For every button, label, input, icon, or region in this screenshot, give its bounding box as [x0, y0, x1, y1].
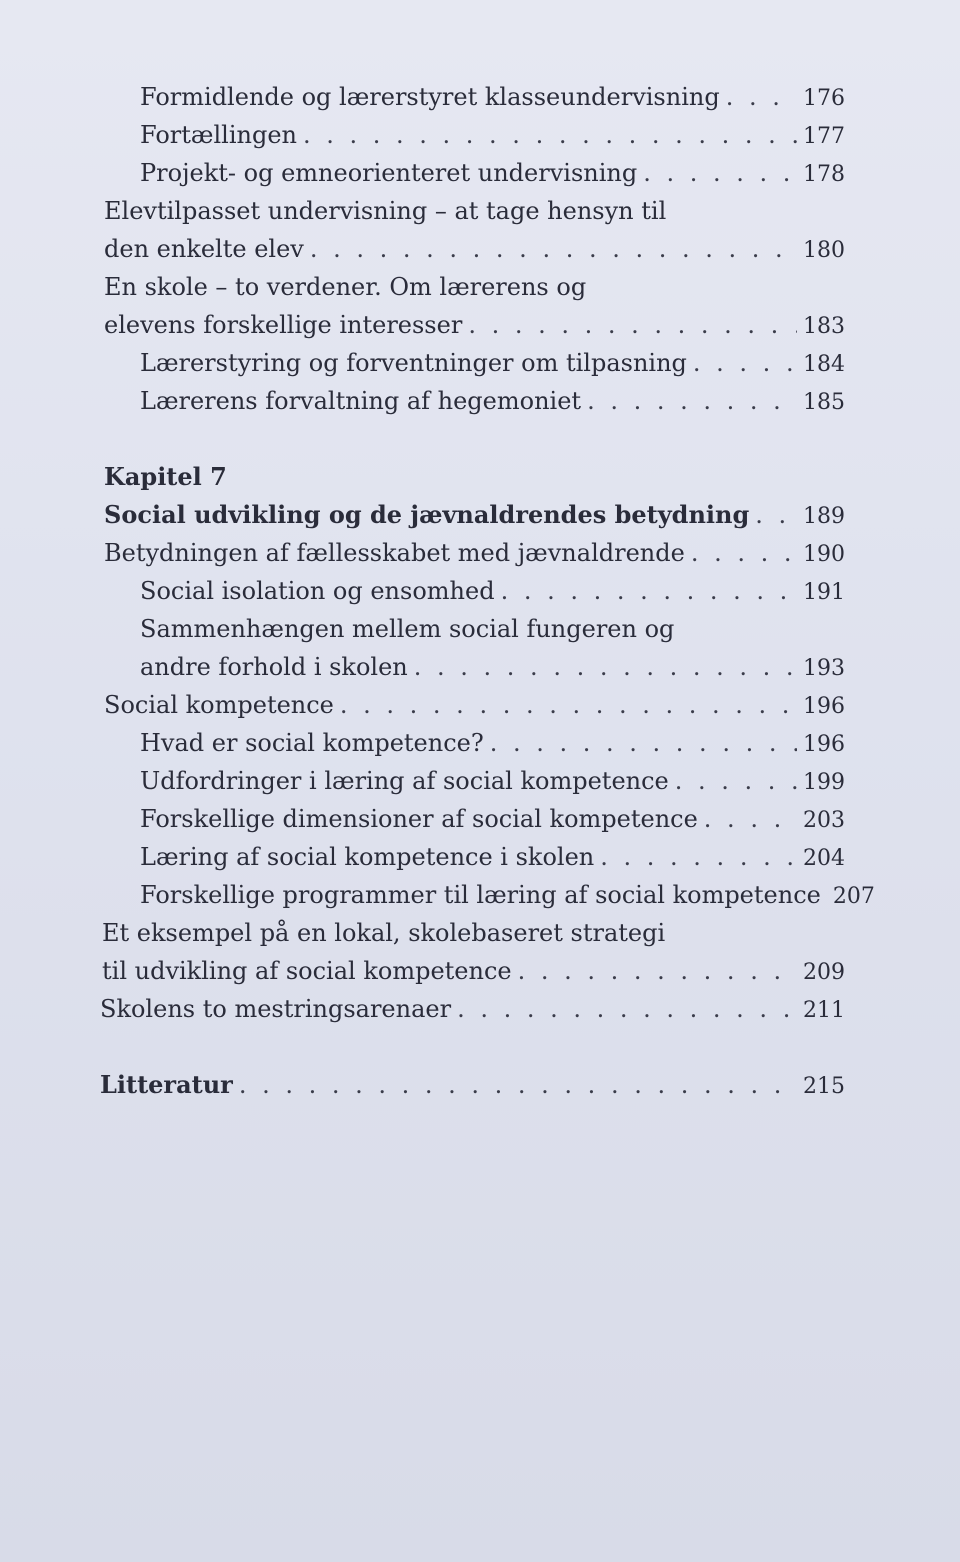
toc-entry-page: 185: [803, 390, 845, 415]
toc-entry: [104, 310, 845, 342]
toc-entry-title-line1: Elevtilpasset undervisning – at tage hensyn til: [104, 197, 667, 225]
toc-entry-literature: [100, 1070, 845, 1102]
toc-entry-page: 207: [832, 884, 875, 909]
leader-dots: [643, 158, 797, 188]
leader-dots: [414, 652, 797, 682]
toc-entry-title: Forskellige dimensioner af social kompetence: [140, 805, 698, 833]
toc-entry-page: 209: [803, 960, 845, 985]
toc-entry-page: 177: [803, 124, 845, 149]
leader-dots: [340, 690, 797, 720]
toc-entry: [140, 652, 845, 684]
toc-entry: [140, 842, 845, 874]
toc-entry-title: Hvad er social kompetence?: [140, 729, 484, 757]
toc-entry: [140, 348, 845, 380]
toc-entry: [140, 158, 845, 190]
toc-entry-title: Litteratur: [100, 1070, 233, 1099]
toc-entry-title: Formidlende og lærerstyret klasseundervisning: [140, 83, 720, 111]
toc-entry-title: Lærerstyring og forventninger om tilpasning: [140, 349, 687, 377]
toc-entry-title: Forskellige programmer til læring af social kompetence: [140, 881, 821, 909]
toc-entry-title: Social udvikling og de jævnaldrendes betydning: [104, 500, 750, 529]
toc-entry: [140, 576, 845, 608]
toc-entry-page: 183: [803, 314, 845, 339]
toc-entry-page: 203: [803, 808, 845, 833]
toc-entry: [104, 234, 845, 266]
leader-dots: [457, 994, 797, 1024]
toc-entry-title: andre forhold i skolen: [140, 653, 408, 681]
toc-entry-title: Læring af social kompetence i skolen: [140, 843, 595, 871]
toc-entry-title: elevens forskellige interesser: [104, 311, 463, 339]
leader-dots: [587, 386, 797, 416]
leader-dots: [691, 538, 797, 568]
toc-entry-page: 193: [803, 656, 845, 681]
leader-dots: [675, 766, 797, 796]
toc-entry: [140, 766, 845, 798]
leader-dots: [468, 310, 797, 340]
toc-entry-page: 215: [803, 1074, 845, 1099]
toc-chapter-title: [104, 500, 845, 532]
toc-entry: [140, 804, 845, 836]
leader-dots: [726, 82, 797, 112]
leader-dots: [755, 500, 797, 530]
toc-entry-title-line1: Sammenhængen mellem social fungeren og: [140, 615, 675, 643]
toc-entry-page: 180: [803, 238, 845, 263]
toc-entry: [140, 386, 845, 418]
toc-entry-title: Betydningen af fællesskabet med jævnaldrende: [104, 539, 685, 567]
toc-entry-title-line1: En skole – to verdener. Om lærerens og: [104, 273, 587, 301]
leader-dots: [310, 234, 797, 264]
toc-entry: [140, 728, 845, 760]
toc-entry-page: 196: [803, 694, 845, 719]
chapter-heading: Kapitel 7: [104, 462, 227, 491]
toc-entry-page: 189: [803, 504, 845, 529]
toc-entry-title: Projekt- og emneorienteret undervisning: [140, 159, 638, 187]
leader-dots: [693, 348, 797, 378]
toc-entry-title: Lærerens forvaltning af hegemoniet: [140, 387, 582, 415]
toc-entry: [100, 994, 845, 1026]
toc-entry: [140, 82, 845, 114]
leader-dots: [518, 956, 797, 986]
toc-entry-page: 190: [803, 542, 845, 567]
toc-entry-title: Udfordringer i læring af social kompetence: [140, 767, 669, 795]
toc-entry-title: den enkelte elev: [104, 235, 304, 263]
toc-entry-page: 178: [803, 162, 845, 187]
toc-entry-page: 211: [803, 998, 845, 1023]
leader-dots: [239, 1070, 797, 1100]
toc-entry-title-line1: Et eksempel på en lokal, skolebaseret strategi: [102, 919, 666, 947]
toc-entry-page: 191: [803, 580, 845, 605]
toc-entry-page: 204: [803, 846, 845, 871]
toc-entry-page: 199: [803, 770, 845, 795]
toc-entry: [104, 690, 845, 722]
toc-entry-page: 196: [803, 732, 845, 757]
toc-entry-title: Social kompetence: [104, 691, 334, 719]
toc-entry: [104, 538, 845, 570]
toc-entry-title: Skolens to mestringsarenaer: [100, 995, 452, 1023]
leader-dots: [490, 728, 797, 758]
toc-entry: [102, 956, 845, 988]
toc-entry-title: Social isolation og ensomhed: [140, 577, 495, 605]
toc-entry-title: til udvikling af social kompetence: [102, 957, 512, 985]
toc-entry: [140, 880, 875, 912]
toc-entry-page: 176: [803, 86, 845, 111]
toc-entry: [140, 120, 845, 152]
leader-dots: [501, 576, 797, 606]
leader-dots: [600, 842, 797, 872]
leader-dots: [303, 120, 797, 150]
toc-entry-title: Fortællingen: [140, 121, 297, 149]
leader-dots: [704, 804, 797, 834]
toc-entry-page: 184: [803, 352, 845, 377]
